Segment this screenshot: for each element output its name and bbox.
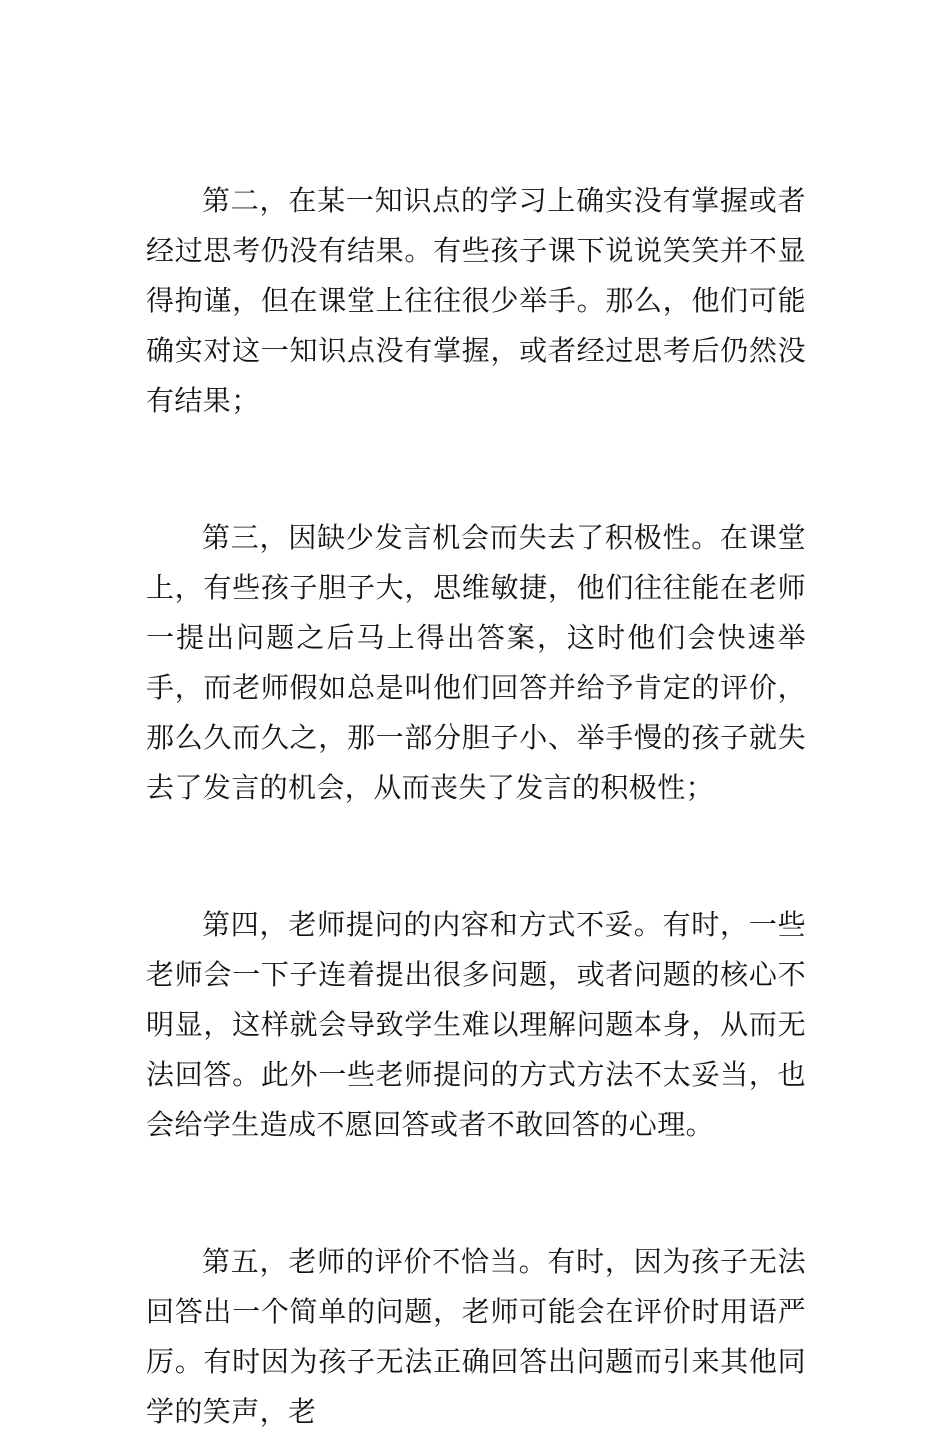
paragraph-fifth-reason: 第五，老师的评价不恰当。有时，因为孩子无法回答出一个简单的问题，老师可能会在评价时用语严厉。有时因为孩子无法正确回答出问题而引来其他同学的笑声，老 — [146, 1245, 806, 1428]
paragraph-fourth-reason: 第四，老师提问的内容和方式不妥。有时，一些老师会一下子连着提出很多问题，或者问题的核心不明显，这样就会导致学生难以理解问题本身，从而无法回答。此外一些老师提问的方式方法不太妥当，也会给学生造成不愿回答或者不敢回答的心理。 — [146, 908, 806, 1141]
paragraph-second-reason: 第二，在某一知识点的学习上确实没有掌握或者经过思考仍没有结果。有些孩子课下说说笑笑并不显得拘谨，但在课堂上往往很少举手。那么，他们可能确实对这一知识点没有掌握，或者经过思考后仍然没有结果； — [146, 184, 806, 417]
document-body — [146, 176, 806, 1437]
paragraph-third-reason: 第三，因缺少发言机会而失去了积极性。在课堂上，有些孩子胆子大，思维敏捷，他们往往能在老师一提出问题之后马上得出答案，这时他们会快速举手，而老师假如总是叫他们回答并给予肯定的评价，那么久而久之，那一部分胆子小、举手慢的孩子就失去了发言的机会，从而丧失了发言的积极性； — [146, 521, 806, 804]
